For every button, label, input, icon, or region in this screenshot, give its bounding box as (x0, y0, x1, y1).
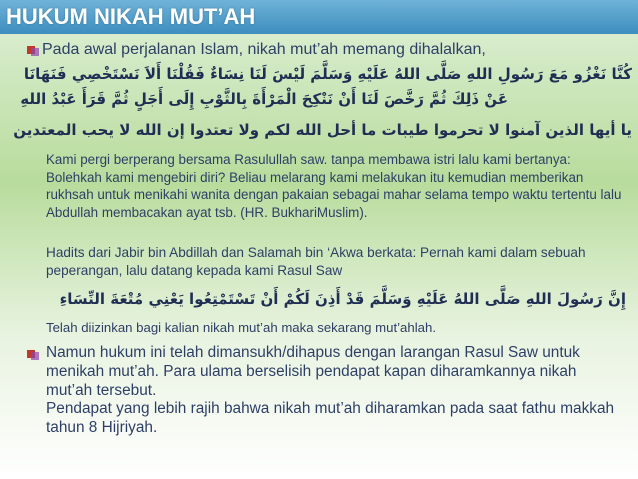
arabic-line-2: عَنْ ذَلِكَ ثُمَّ رَخَّصَ لَنَا أَنْ نَنْكِحَ الْمَرْأَةَ بِالثَّوْبِ إِلَى أَجَلٍ ثُمَّ قَرَأَ عَبْدُ اللهِ (20, 90, 508, 108)
bullet-2-text: Namun hukum ini telah dimansukh/dihapus dengan larangan Rasul Saw untuk menikah mut’ah. Para ulama berselisih pendapat kapan diharamkannya nikah mut’ah tersebut. Pendapat yang lebih rajih bahwa nikah mut’ah diharamkan pada saat fathu makkah tahun 8 Hijriyah. (46, 344, 615, 437)
permission-paragraph: Telah diizinkan bagi kalian nikah mut’ah maka sekarang mut’ahlah. (46, 320, 436, 335)
bullet-1-text: Pada awal perjalanan Islam, nikah mut’ah memang dihalalkan, (42, 41, 486, 58)
bullet-square-icon (26, 349, 40, 361)
arabic-line-4: إِنَّ رَسُولَ اللهِ صَلَّى اللهُ عَلَيْهِ وَسَلَّمَ قَدْ أَذِنَ لَكُمْ أَنْ تَسْتَمْتِعُوا يَعْنِي مُتْعَةَ النِّسَاءِ (59, 290, 626, 308)
translation-paragraph: Kami pergi berperang bersama Rasulullah saw. tanpa membawa istri lalu kami bertanya: Bolehkah kami mengebiri diri? Beliau melarang kami melakukan itu kemudian memberikan rukhsah untuk menikahi wanita dengan pakaian sebagai mahar selama tempo waktu tertentu lalu Abdullah membacakan ayat tsb. (HR. BukhariMuslim). (46, 152, 622, 220)
bullet-square-icon (26, 45, 40, 57)
slide-title: HUKUM NIKAH MUT’AH (6, 4, 256, 29)
hadith-paragraph: Hadits dari Jabir bin Abdillah dan Salamah bin ‘Akwa berkata: Pernah kami dalam sebuah peperangan, lalu datang kepada kami Rasul Saw (46, 245, 586, 278)
arabic-line-1: كُنَّا نَغْزُو مَعَ رَسُولِ اللهِ صَلَّى اللهُ عَلَيْهِ وَسَلَّمَ لَيْسَ لَنَا نِسَاءٌ فَقُلْنَا أَلاَ نَسْتَخْصِي فَنَهَانَا (23, 65, 632, 83)
arabic-line-3: يا أيها الذين آمنوا لا تحرموا طيبات ما أحل الله لكم ولا تعتدوا إن الله لا يحب المعتدين (13, 121, 632, 139)
